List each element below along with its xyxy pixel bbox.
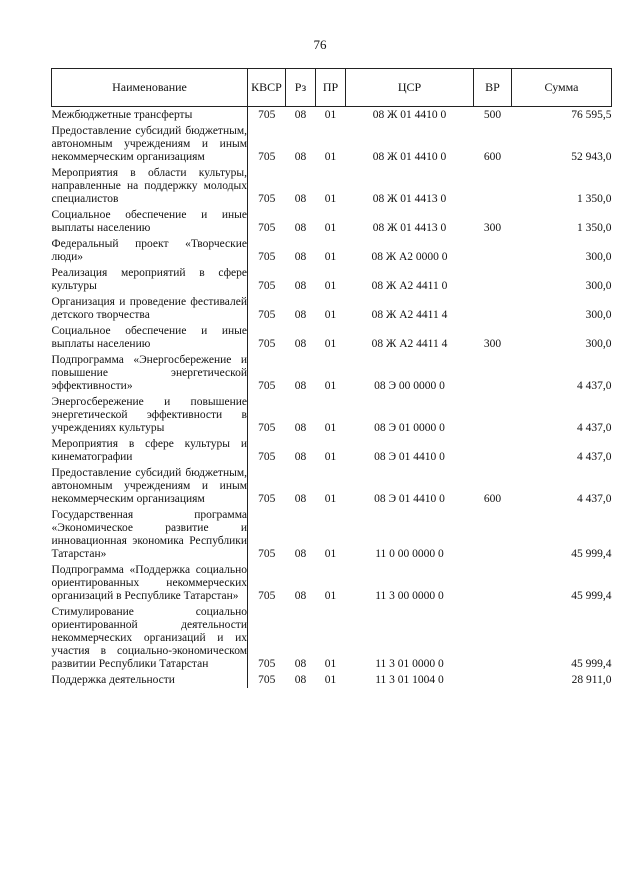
table-row (52, 107, 612, 124)
cell-name: Поддержка деятельности (52, 672, 248, 688)
cell-pr: 01 (324, 548, 337, 560)
cell-sum: 45 999,4 (571, 658, 612, 670)
cell-sum: 1 350,0 (577, 222, 612, 234)
cell-rz: 08 (294, 251, 307, 263)
cell-vr (474, 236, 512, 265)
cell-vr: 300 (483, 222, 502, 234)
table-row (52, 294, 612, 323)
cell-csr: 11 3 00 0000 0 (375, 590, 444, 602)
cell-pr: 01 (324, 193, 337, 205)
header-name: Наименование (52, 69, 248, 107)
cell-name: Подпрограмма «Энергосбережение и повышение энергетической эффективности» (51, 354, 247, 392)
table-row (52, 465, 612, 507)
cell-name: Межбюджетные трансферты (52, 107, 248, 124)
cell-vr (474, 352, 512, 394)
cell-kvsr: 705 (258, 658, 276, 670)
cell-rz: 08 (294, 380, 307, 392)
cell-sum: 300,0 (585, 309, 612, 321)
cell-name: Мероприятия в сфере культуры и кинематографии (51, 438, 247, 463)
table-row (52, 604, 612, 672)
cell-rz: 08 (294, 222, 307, 234)
cell-kvsr: 705 (258, 151, 276, 163)
table-row (52, 394, 612, 436)
cell-pr: 01 (324, 280, 337, 292)
cell-csr: 08 Э 00 0000 0 (374, 380, 445, 392)
cell-kvsr: 705 (258, 193, 276, 205)
header-csr: ЦСР (346, 69, 474, 107)
cell-sum: 45 999,4 (571, 590, 612, 602)
cell-sum: 300,0 (585, 338, 612, 350)
header-vr: ВР (474, 69, 512, 107)
cell-kvsr: 705 (258, 222, 276, 234)
cell-sum: 4 437,0 (577, 451, 612, 463)
cell-vr (474, 672, 512, 688)
cell-pr: 01 (324, 422, 337, 434)
cell-sum: 76 595,5 (571, 109, 612, 121)
table-row (52, 236, 612, 265)
cell-pr: 01 (324, 309, 337, 321)
cell-csr: 08 Ж A2 0000 0 (371, 251, 448, 263)
cell-vr (474, 604, 512, 672)
cell-rz: 08 (294, 674, 307, 686)
cell-sum: 4 437,0 (577, 422, 612, 434)
cell-vr: 500 (483, 109, 502, 121)
cell-kvsr: 705 (258, 109, 276, 121)
cell-vr (474, 265, 512, 294)
cell-kvsr: 705 (258, 280, 276, 292)
cell-csr: 08 Э 01 4410 0 (374, 493, 445, 505)
cell-kvsr: 705 (258, 251, 276, 263)
cell-kvsr: 705 (258, 674, 276, 686)
cell-sum: 1 350,0 (577, 193, 612, 205)
cell-rz: 08 (294, 422, 307, 434)
cell-name: Реализация мероприятий в сфере культуры (51, 267, 247, 292)
cell-name: Государственная программа «Экономическое развитие и инновационная экономика Республики Татарстан» (51, 509, 247, 560)
table-header-row (52, 69, 612, 107)
cell-rz: 08 (294, 493, 307, 505)
cell-csr: 11 3 01 0000 0 (375, 658, 444, 670)
cell-vr (474, 294, 512, 323)
cell-rz: 08 (294, 309, 307, 321)
cell-rz: 08 (294, 151, 307, 163)
table-row (52, 265, 612, 294)
table-row (52, 207, 612, 236)
table-body (52, 107, 612, 689)
cell-pr: 01 (324, 222, 337, 234)
cell-name: Федеральный проект «Творческие люди» (51, 238, 247, 263)
page-number: 76 (313, 37, 327, 52)
cell-sum: 300,0 (585, 251, 612, 263)
cell-sum: 4 437,0 (577, 493, 612, 505)
header-pr: ПР (316, 69, 346, 107)
cell-name: Энергосбережение и повышение энергетической эффективности в учреждениях культуры (51, 396, 247, 434)
header-rz: Рз (286, 69, 316, 107)
cell-kvsr: 705 (258, 338, 276, 350)
cell-kvsr: 705 (258, 309, 276, 321)
header-sum: Сумма (512, 69, 612, 107)
cell-csr: 08 Ж 01 4410 0 (372, 151, 447, 163)
cell-name: Подпрограмма «Поддержка социально ориентированных некоммерческих организаций в Республике Татарстан» (51, 564, 247, 602)
cell-sum: 4 437,0 (577, 380, 612, 392)
cell-name: Стимулирование социально ориентированной деятельности некоммерческих организаций и их участия в социально-экономическом развитии Республики Татарстан (51, 606, 247, 670)
cell-rz: 08 (294, 451, 307, 463)
cell-csr: 11 0 00 0000 0 (375, 548, 444, 560)
cell-kvsr: 705 (258, 380, 276, 392)
cell-vr (474, 507, 512, 562)
cell-pr: 01 (324, 380, 337, 392)
cell-pr: 01 (324, 658, 337, 670)
cell-pr: 01 (324, 590, 337, 602)
cell-csr: 08 Ж 01 4413 0 (372, 222, 447, 234)
cell-kvsr: 705 (258, 451, 276, 463)
budget-table (51, 68, 612, 688)
cell-pr: 01 (324, 151, 337, 163)
table-row (52, 562, 612, 604)
cell-csr: 08 Ж 01 4413 0 (372, 193, 447, 205)
cell-sum: 52 943,0 (571, 151, 612, 163)
cell-csr: 08 Ж A2 4411 4 (371, 309, 448, 321)
cell-csr: 08 Ж 01 4410 0 (372, 109, 447, 121)
cell-rz: 08 (294, 658, 307, 670)
cell-sum: 28 911,0 (571, 674, 612, 686)
cell-kvsr: 705 (258, 548, 276, 560)
header-kvsr: КВСР (248, 69, 286, 107)
cell-kvsr: 705 (258, 493, 276, 505)
cell-pr: 01 (324, 338, 337, 350)
cell-vr (474, 436, 512, 465)
cell-csr: 08 Э 01 0000 0 (374, 422, 445, 434)
cell-rz: 08 (294, 193, 307, 205)
cell-name: Предоставление субсидий бюджетным, автономным учреждениям и иным некоммерческим организациям (51, 467, 247, 505)
cell-csr: 08 Ж A2 4411 4 (371, 338, 448, 350)
cell-vr: 300 (483, 338, 502, 350)
cell-rz: 08 (294, 280, 307, 292)
cell-rz: 08 (294, 109, 307, 121)
table-row (52, 352, 612, 394)
table-row (52, 165, 612, 207)
cell-name: Мероприятия в области культуры, направленные на поддержку молодых специалистов (51, 167, 247, 205)
table-row (52, 436, 612, 465)
cell-pr: 01 (324, 493, 337, 505)
cell-pr: 01 (324, 674, 337, 686)
cell-vr (474, 562, 512, 604)
cell-rz: 08 (294, 590, 307, 602)
cell-vr: 600 (483, 151, 502, 163)
table-row (52, 123, 612, 165)
cell-rz: 08 (294, 548, 307, 560)
cell-pr: 01 (324, 109, 337, 121)
cell-csr: 08 Э 01 4410 0 (374, 451, 445, 463)
cell-name: Предоставление субсидий бюджетным, автономным учреждениям и иным некоммерческим организациям (51, 125, 247, 163)
table-row (52, 672, 612, 688)
table-row (52, 323, 612, 352)
cell-pr: 01 (324, 251, 337, 263)
cell-rz: 08 (294, 338, 307, 350)
cell-kvsr: 705 (258, 590, 276, 602)
cell-sum: 45 999,4 (571, 548, 612, 560)
cell-name: Социальное обеспечение и иные выплаты населению (51, 325, 247, 350)
cell-name: Социальное обеспечение и иные выплаты населению (51, 209, 247, 234)
cell-sum: 300,0 (585, 280, 612, 292)
cell-vr (474, 394, 512, 436)
cell-pr: 01 (324, 451, 337, 463)
table-row (52, 507, 612, 562)
cell-name: Организация и проведение фестивалей детского творчества (51, 296, 247, 321)
cell-kvsr: 705 (258, 422, 276, 434)
cell-csr: 11 3 01 1004 0 (375, 674, 444, 686)
cell-vr (474, 165, 512, 207)
cell-vr: 600 (483, 493, 502, 505)
cell-csr: 08 Ж A2 4411 0 (371, 280, 448, 292)
